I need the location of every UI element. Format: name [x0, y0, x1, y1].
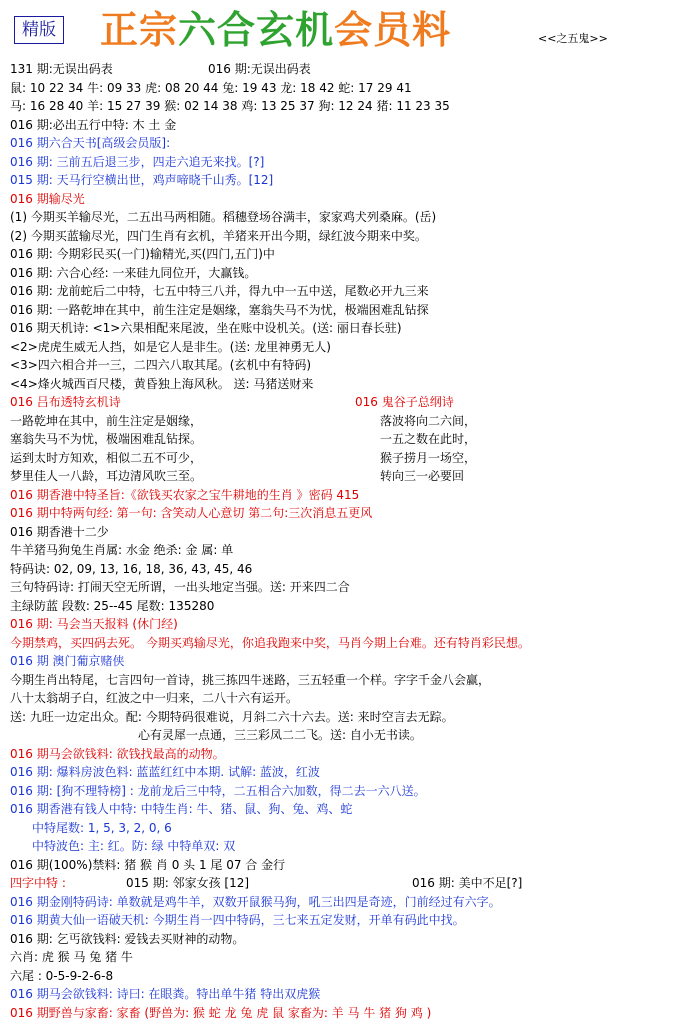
text-line: 016 期: 一路乾坤在其中，前生注定是姻缘，塞翁失马不为忧，极端困难乱钻探 — [10, 302, 429, 317]
text-line: 今期禁鸡，买四码去死。 今期买鸡输尽光，你追我跑来中奖，马肖今期上台难。还有特肖彩民想。 — [10, 635, 530, 650]
text-line: 六肖: 虎 猴 马 兔 猪 牛 — [10, 950, 133, 964]
poem-row — [10, 449, 686, 468]
text-line: 016 期马会欲钱料: 欲钱找最高的动物。 — [10, 746, 225, 761]
text-line: 016 期香港中特圣旨:《欲钱买农家之宝牛耕地的生肖 》密码 415 — [10, 487, 360, 502]
poem-heading-right: 016 鬼谷子总纲诗 — [355, 395, 454, 409]
text-line: 016 期野兽与家畜: 家畜 (野兽为: 猴 蛇 龙 兔 虎 鼠 家畜为: 羊 马 牛 猪 狗 鸡 ) — [10, 1005, 432, 1020]
title-char: 料 — [412, 8, 452, 52]
page-title — [100, 4, 451, 56]
zodiac-row-1: 鼠: 10 22 34 牛: 09 33 虎: 08 20 44 兔: 19 43 龙: 18 42 蛇: 17 29 41 — [10, 80, 412, 95]
text-line: 016 期香港有钱人中特: 中特生肖: 牛、猪、鼠、狗、兔、鸡、蛇 — [10, 802, 353, 816]
poem-left: 塞翁失马不为忧，极端困难乱钻探。 — [10, 432, 203, 446]
content-lines — [10, 60, 686, 1022]
poem-right: 猴子捞月一场空， — [380, 450, 477, 465]
prev-issue-answer: 015 期: 邻家女孩 [12] — [126, 876, 250, 890]
author-signature: <<之五鬼>> — [538, 32, 608, 45]
poem-heading-left: 016 吕布透特玄机诗 — [10, 395, 121, 409]
text-line: 016 期金刚特码诗: 单数就是鸡牛羊，双数开鼠猴马狗，吼三出四是奇迹，门前经过有六字。 — [10, 894, 501, 909]
text-line: <4>烽火城西百尺楼，黄昏独上海风秋。 送: 马猪送财来 — [10, 376, 314, 391]
text-line: 中特尾数: 1, 5, 3, 2, 0, 6 — [32, 820, 172, 835]
code-table-heading — [10, 60, 686, 79]
poem-right: 转向三一必要回 — [380, 469, 465, 483]
title-char: 六 — [178, 8, 218, 52]
text-line: 中特波色: 主: 红。防: 绿 中特单双: 双 — [32, 839, 236, 853]
four-character-label: 四字中特 : — [10, 876, 66, 890]
section-heading: 016 期输尽光 — [10, 191, 85, 206]
four-character-row — [10, 874, 686, 893]
poem-right: 一五之数在此时， — [380, 432, 477, 446]
text-line: 016 期: 乞丐欲钱料: 爱钱去买财神的动物。 — [10, 931, 245, 946]
heading-131: 131 期:无误出码表 — [10, 62, 113, 76]
heading-016: 016 期:无误出码表 — [208, 62, 311, 76]
poem-row — [10, 467, 686, 486]
five-elements-line: 016 期:必出五行中特: 木 土 金 — [10, 117, 177, 132]
title-char: 机 — [295, 8, 335, 52]
text-line: 心有灵犀一点通，三三彩凤二二飞。送: 自小无书读。 — [138, 728, 422, 742]
text-line: 016 期天机诗: <1>六果相配来尾波，坐在账中设机关。(送: 丽日春长驻) — [10, 321, 402, 335]
text-line: 016 期: 三前五后退三步，四走六追无来找。[?] — [10, 154, 265, 169]
poem-right: 落波将向二六间， — [380, 413, 477, 428]
title-char: 宗 — [139, 8, 179, 52]
text-line: 016 期马会欲钱料: 诗曰: 在眼粪。特出单牛猪 特出双虎猴 — [10, 987, 321, 1001]
edition-badge: 精版 — [14, 16, 64, 44]
text-line: 三句特码诗: 打闹天空无所谓，一出头地定当强。送: 开来四二合 — [10, 580, 350, 594]
poem-headings — [10, 393, 686, 412]
text-line: 016 期: [狗不理特榜] : 龙前龙后三中特，二五相合六加数，得二去一六八送。 — [10, 783, 426, 798]
zodiac-row-2: 马: 16 28 40 羊: 15 27 39 猴: 02 14 38 鸡: 13 25 37 狗: 12 24 猪: 11 23 35 — [10, 99, 450, 113]
text-line: 016 期(100%)禁料: 猪 猴 肖 0 头 1 尾 07 合 金行 — [10, 857, 286, 872]
text-line: 六尾 : 0-5-9-2-6-8 — [10, 968, 114, 983]
text-line: 016 期: 六合心经: 一来硅九同位开，大赢钱。 — [10, 265, 257, 280]
text-line: <2>虎虎生威无人挡，如是它人是非生。(送: 龙里神勇无人) — [10, 339, 331, 354]
title-char: 正 — [100, 8, 140, 52]
title-char: 会 — [334, 8, 374, 52]
text-line: 016 期黄大仙一语破天机: 今期生肖一四中特码，三七来五定发财，开单有码此中找。 — [10, 913, 465, 927]
section-heading: 016 期 澳门葡京赌侠 — [10, 654, 125, 668]
text-line: <3>四六相合并一三，二四六八取其尾。(玄机中有特码) — [10, 358, 312, 372]
poem-left: 一路乾坤在其中，前生注定是姻缘， — [10, 413, 203, 428]
text-line: 016 期中特两句经: 第一句: 含笑动人心意切 第二句:三次消息五更风 — [10, 506, 373, 520]
text-line: 016 期: 爆料房波色料: 蓝蓝红红中本期. 试解: 蓝波，红波 — [10, 765, 320, 779]
poem-row — [10, 430, 686, 449]
text-line: 016 期香港十二少 — [10, 524, 109, 539]
title-char: 玄 — [256, 8, 296, 52]
text-line: 特码诀: 02, 09, 13, 16, 18, 36, 43, 45, 46 — [10, 561, 253, 576]
current-issue-riddle: 016 期: 美中不足[?] — [412, 876, 523, 890]
poem-left: 运到太时方知欢，相似二五不可少， — [10, 450, 203, 465]
title-char: 合 — [217, 8, 257, 52]
poem-row — [10, 412, 686, 431]
text-line: 015 期: 天马行空横出世，鸡声啼晓千山秀。[12] — [10, 173, 274, 187]
section-heading: 016 期: 马会当天报料 (休门经) — [10, 617, 178, 631]
text-line: 016 期: 今期彩民买(一门)输精光,买(四门,五门)中 — [10, 247, 275, 261]
poem-left: 梦里佳人一八龄，耳边清风吹三至。 — [10, 469, 203, 483]
text-line: 016 期: 龙前蛇后二中特，七五中特三八并，得九中一五中送，尾数必开九三来 — [10, 284, 429, 298]
text-line: (2) 今期买蓝输尽光，四门生肖有玄机，羊猪来开出今期，绿红波今期来中奖。 — [10, 228, 427, 243]
text-line: 八十太翁胡子白，红波之中一归来，二八十六有运开。 — [10, 691, 299, 705]
text-line: 今期生肖出特尾，七言四句一首诗，挑三拣四牛迷路，三五轻重一个样。字字千金八会赢， — [10, 672, 491, 687]
title-char: 员 — [373, 8, 413, 52]
text-line: 送: 九旺一边定出众。配: 今期特码很难说，月斜二六十六去。送: 来时空言去无踪。 — [10, 709, 454, 724]
text-line: (1) 今期买羊输尽光，二五出马两相随。稻穗登场谷满丰，家家鸡犬列桑麻。(岳) — [10, 210, 437, 224]
text-line: 主绿防蓝 段数: 25--45 尾数: 135280 — [10, 598, 215, 613]
text-line: 牛羊猪马狗兔生肖属: 水金 绝杀: 金 属: 单 — [10, 543, 234, 557]
section-heading: 016 期六合天书[高级会员版]: — [10, 136, 171, 150]
